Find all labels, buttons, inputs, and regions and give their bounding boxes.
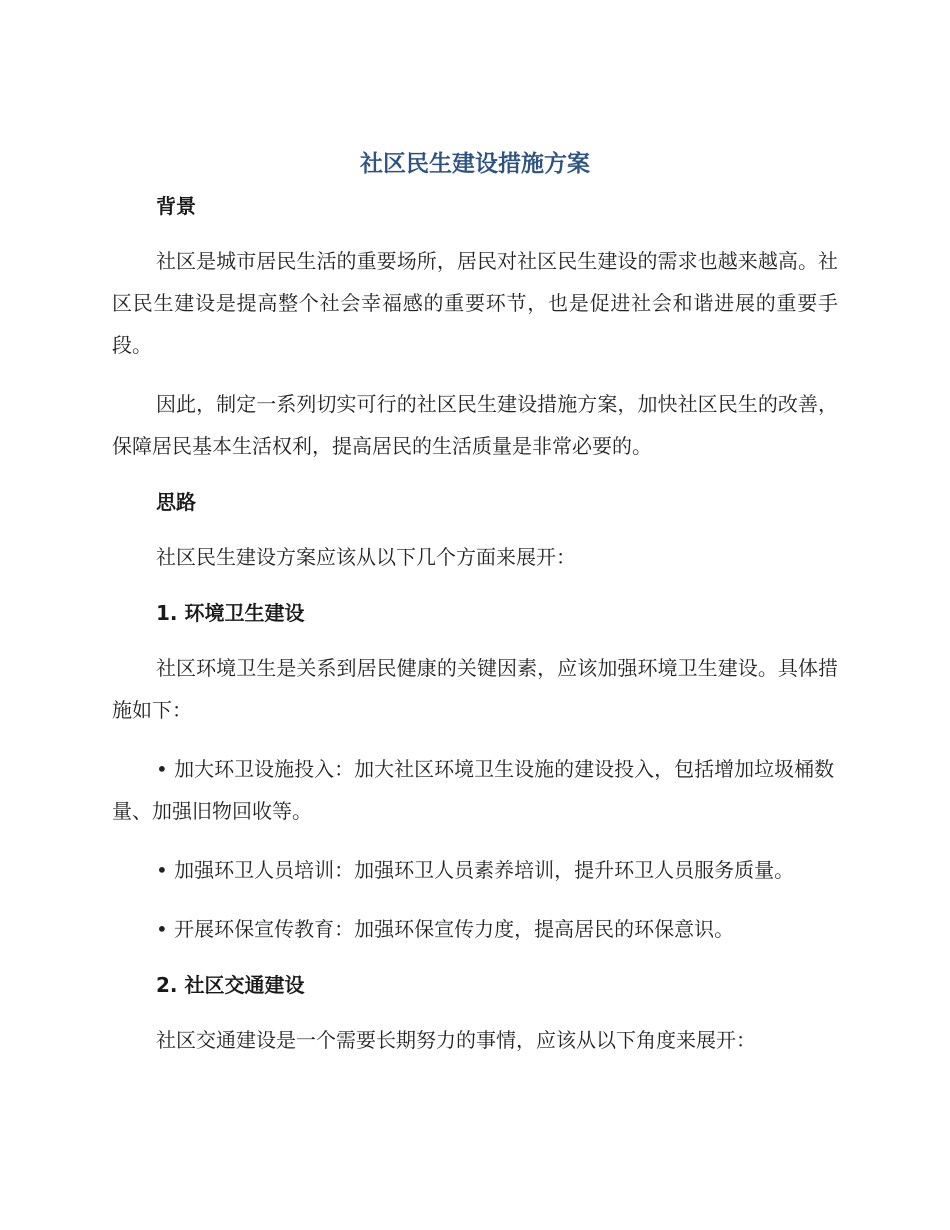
document-title: 社区民生建设措施方案 — [360, 151, 590, 177]
paragraph-background-1: 社区是城市居民生活的重要场所，居民对社区民生建设的需求也越来越高。社区民生建设是提高整个社会幸福感的重要环节，也是促进社会和谐进展的重要手段。 — [112, 249, 838, 357]
section-heading-background: 背景 — [156, 194, 196, 218]
document-body — [112, 188, 838, 1078]
bullet-environment-2: • 加强环卫人员培训：加强环卫人员素养培训，提升环卫人员服务质量。 — [156, 858, 795, 882]
section-heading-approach: 思路 — [156, 490, 196, 514]
section-heading-traffic: 2. 社区交通建设 — [156, 973, 305, 997]
bullet-environment-3: • 开展环保宣传教育：加强环保宣传力度，提高居民的环保意识。 — [156, 917, 735, 941]
bullet-environment-1: • 加大环卫设施投入：加大社区环境卫生设施的建设投入，包括增加垃圾桶数量、加强旧物回收等。 — [112, 757, 835, 823]
paragraph-environment-1: 社区环境卫生是关系到居民健康的关键因素，应该加强环境卫生建设。具体措施如下： — [112, 656, 838, 722]
paragraph-background-2: 因此，制定一系列切实可行的社区民生建设措施方案，加快社区民生的改善，保障居民基本生活权利，提高居民的生活质量是非常必要的。 — [112, 392, 838, 458]
paragraph-traffic-1: 社区交通建设是一个需要长期努力的事情，应该从以下角度来展开： — [156, 1028, 756, 1052]
paragraph-approach-1: 社区民生建设方案应该从以下几个方面来展开： — [156, 545, 576, 569]
section-heading-environment: 1. 环境卫生建设 — [156, 601, 305, 625]
